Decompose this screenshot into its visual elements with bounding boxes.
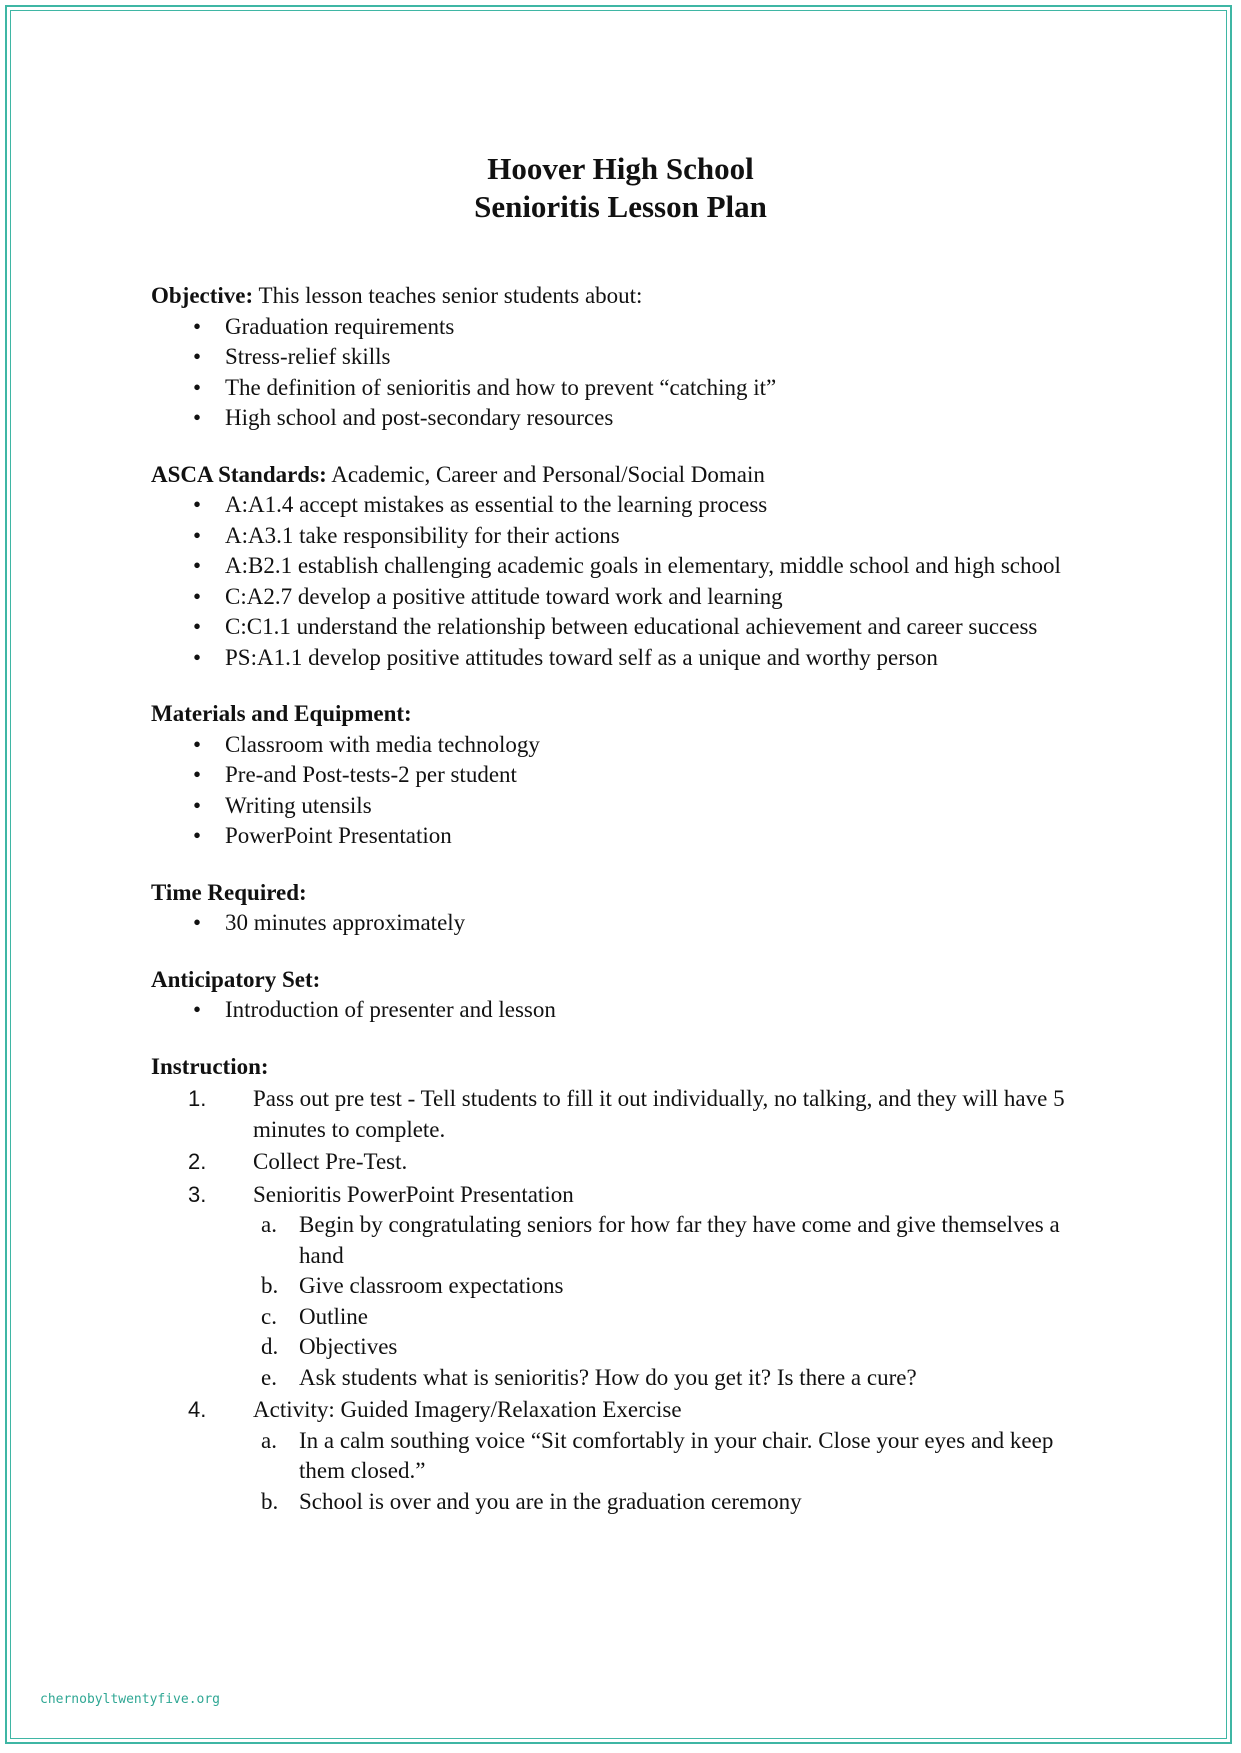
asca-standard-item xyxy=(151,490,1091,521)
step-text: Senioritis PowerPoint Presentation xyxy=(253,1181,574,1207)
substep-item xyxy=(253,1332,1091,1363)
bullet-icon: • xyxy=(193,997,202,1022)
anticipatory-heading: Anticipatory Set: xyxy=(151,966,321,992)
step-text: Activity: Guided Imagery/Relaxation Exercise xyxy=(253,1397,682,1422)
substep-item xyxy=(253,1271,1091,1302)
bullet-icon: • xyxy=(193,492,202,517)
substep-list xyxy=(253,1210,1091,1393)
bullet-icon: • xyxy=(193,910,202,935)
bullet-icon: • xyxy=(193,823,202,848)
materials-item-text: Classroom with media technology xyxy=(225,731,540,757)
step-text: Pass out pre test - Tell students to fill it out individually, no talking, and they will have 5 minutes to complete. xyxy=(253,1086,1065,1142)
bullet-icon: • xyxy=(193,374,202,400)
bullet-icon: • xyxy=(193,553,202,578)
time-item-text: 30 minutes approximately xyxy=(225,910,466,935)
time-heading: Time Required: xyxy=(151,879,307,905)
bullet-icon: • xyxy=(193,405,202,430)
objective-item xyxy=(151,403,1091,434)
asca-standard-item xyxy=(151,551,1091,582)
asca-standard-item-text: C:C1.1 understand the relationship between educational achievement and career success xyxy=(225,614,1038,639)
materials-item xyxy=(151,730,1091,761)
objective-item xyxy=(151,342,1091,373)
lesson-plan-body xyxy=(151,281,1091,1543)
materials-item-text: PowerPoint Presentation xyxy=(225,823,452,848)
substep-letter: b. xyxy=(261,1273,279,1298)
bullet-icon: • xyxy=(193,344,202,369)
objective-list xyxy=(151,312,1091,434)
substep-letter: d. xyxy=(261,1334,279,1359)
substep-text: Give classroom expectations xyxy=(299,1273,564,1298)
asca-standard-item-text: A:B2.1 establish challenging academic goals in elementary, middle school and high school xyxy=(225,553,1061,578)
instruction-section xyxy=(151,1052,1091,1518)
instruction-step xyxy=(151,1395,1091,1517)
objective-section xyxy=(151,281,1091,434)
anticipatory-list xyxy=(151,995,1091,1026)
bullet-icon: • xyxy=(193,762,202,787)
substep-item xyxy=(253,1426,1091,1487)
asca-standard-item xyxy=(151,612,1091,643)
asca-standard-item xyxy=(151,582,1091,613)
anticipatory-item-text: Introduction of presenter and lesson xyxy=(225,997,556,1022)
instruction-heading: Instruction: xyxy=(151,1053,269,1079)
substep-text: Outline xyxy=(299,1303,368,1329)
substep-item xyxy=(253,1487,1091,1518)
step-number: 2. xyxy=(188,1149,207,1174)
lesson-plan-title: Senioritis Lesson Plan xyxy=(474,189,767,224)
materials-item xyxy=(151,791,1091,822)
asca-standard-item-text: A:A3.1 take responsibility for their actions xyxy=(225,522,620,548)
bullet-icon: • xyxy=(193,614,202,639)
anticipatory-section xyxy=(151,965,1091,1026)
substep-letter: b. xyxy=(261,1488,279,1514)
objective-item xyxy=(151,373,1091,404)
bullet-icon: • xyxy=(193,583,202,609)
substep-text: Objectives xyxy=(299,1334,398,1359)
materials-item-text: Writing utensils xyxy=(225,792,372,818)
substep-text: Ask students what is senioritis? How do you get it? Is there a cure? xyxy=(299,1364,917,1390)
asca-section xyxy=(151,460,1091,674)
step-number: 1. xyxy=(188,1086,207,1111)
substep-text: In a calm southing voice “Sit comfortably in your chair. Close your eyes and keep them closed.” xyxy=(299,1427,1054,1483)
substep-item xyxy=(253,1302,1091,1333)
bullet-icon: • xyxy=(193,522,202,548)
step-number: 3. xyxy=(188,1181,207,1207)
bullet-icon: • xyxy=(193,644,202,670)
objective-item-text: High school and post-secondary resources xyxy=(225,405,614,430)
step-text: Collect Pre-Test. xyxy=(253,1149,408,1174)
instruction-step xyxy=(151,1147,1091,1178)
materials-list xyxy=(151,730,1091,852)
substep-text: Begin by congratulating seniors for how far they have come and give themselves a hand xyxy=(299,1212,1060,1268)
objective-item-text: Graduation requirements xyxy=(225,313,455,339)
bullet-icon: • xyxy=(193,792,202,818)
asca-standard-item-text: A:A1.4 accept mistakes as essential to the learning process xyxy=(225,492,768,517)
objective-item-text: The definition of senioritis and how to prevent “catching it” xyxy=(225,374,777,400)
substep-text: School is over and you are in the graduation ceremony xyxy=(299,1488,802,1514)
document-title xyxy=(0,150,1241,226)
school-name: Hoover High School xyxy=(487,151,754,186)
watermark-url: chernobyltwentyfive.org xyxy=(40,1692,221,1707)
asca-standard-item-text: PS:A1.1 develop positive attitudes toward self as a unique and worthy person xyxy=(225,644,938,670)
materials-item-text: Pre-and Post-tests-2 per student xyxy=(225,762,517,787)
materials-item xyxy=(151,760,1091,791)
instruction-step xyxy=(151,1180,1091,1394)
objective-heading: Objective: xyxy=(151,283,254,308)
asca-heading: ASCA Standards: xyxy=(151,461,327,487)
time-item xyxy=(151,908,1091,939)
materials-heading: Materials and Equipment: xyxy=(151,701,412,726)
materials-section xyxy=(151,699,1091,852)
time-list xyxy=(151,908,1091,939)
bullet-icon: • xyxy=(193,313,202,339)
substep-item xyxy=(253,1363,1091,1394)
instruction-step xyxy=(151,1084,1091,1145)
step-number: 4. xyxy=(188,1397,207,1422)
objective-item xyxy=(151,312,1091,343)
time-section xyxy=(151,878,1091,939)
substep-letter: a. xyxy=(261,1212,277,1237)
asca-text: Academic, Career and Personal/Social Domain xyxy=(331,461,765,487)
anticipatory-item xyxy=(151,995,1091,1026)
asca-list xyxy=(151,490,1091,673)
substep-letter: a. xyxy=(261,1427,277,1453)
asca-standard-item-text: C:A2.7 develop a positive attitude toward work and learning xyxy=(225,583,783,609)
instruction-steps xyxy=(151,1084,1091,1517)
asca-standard-item xyxy=(151,521,1091,552)
objective-item-text: Stress-relief skills xyxy=(225,344,391,369)
substep-letter: e. xyxy=(261,1364,277,1390)
substep-item xyxy=(253,1210,1091,1271)
substep-list xyxy=(253,1426,1091,1518)
asca-standard-item xyxy=(151,643,1091,674)
bullet-icon: • xyxy=(193,731,202,757)
substep-letter: c. xyxy=(261,1303,277,1329)
objective-text: This lesson teaches senior students about: xyxy=(258,283,643,308)
materials-item xyxy=(151,821,1091,852)
